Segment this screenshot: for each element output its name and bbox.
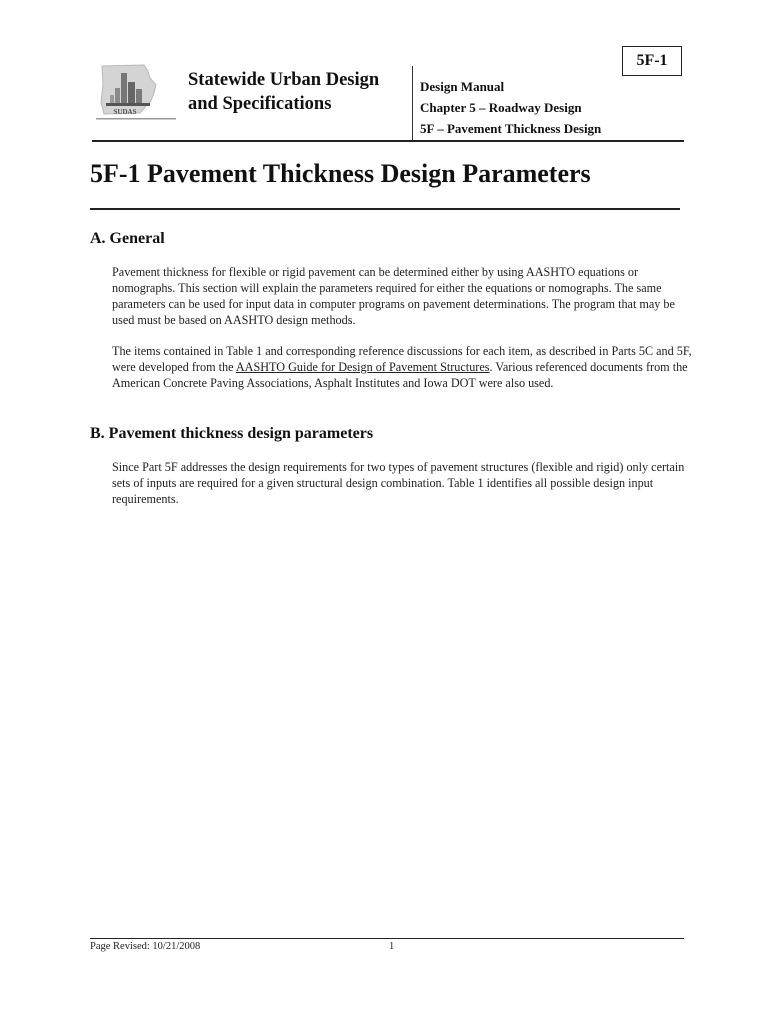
section-heading-parameters: B. Pavement thickness design parameters [90, 425, 374, 442]
page-number: 1 [389, 941, 395, 952]
footer-rule [90, 938, 684, 939]
header-vertical-rule [412, 66, 413, 142]
page-code-badge: 5F-1 [622, 46, 682, 76]
manual-line: Design Manual [420, 79, 505, 94]
section-heading-general: A. General [90, 230, 165, 247]
parameters-paragraph: Since Part 5F addresses the design requirements for two types of pavement structures (flexible and rigid) only certain sets of inputs are required for a given structural design combination. Table 1 identifies all possible design input requirements. [112, 460, 685, 506]
general-paragraph-2 [112, 343, 692, 391]
org-title: Statewide Urban Design and Specifications [188, 70, 380, 114]
paragraph-text: The items contained in Table 1 and corresponding reference discussions for each item, as described in Parts 5C and 5F, were developed from the [112, 344, 692, 374]
manual-line: Chapter 5 – Roadway Design [420, 100, 582, 115]
manual-line: 5F – Pavement Thickness Design [420, 121, 602, 136]
logo-text: SUDAS [113, 108, 137, 116]
page-revised: Page Revised: 10/21/2008 [90, 941, 201, 952]
header-rule [92, 140, 684, 142]
aashto-guide-reference: AASHTO Guide for Design of Pavement Structures [235, 360, 490, 374]
general-paragraph-1: Pavement thickness for flexible or rigid pavement can be determined either by using AASHTO equations or nomographs. This section will explain the parameters required for either the equations or nomographs. The same parameters can be used for input data in computer programs on pavement determinations. The program that may be used must be based on AASHTO design methods. [112, 265, 675, 327]
manual-info [420, 76, 601, 139]
paragraph-text: . Various referenced documents from the American Concrete Paving Associations, Asphalt Institutes and Iowa DOT were also used. [112, 360, 688, 390]
sudas-logo [94, 62, 178, 126]
page-title: 5F-1 Pavement Thickness Design Parameters [90, 159, 591, 188]
title-rule [90, 208, 680, 210]
